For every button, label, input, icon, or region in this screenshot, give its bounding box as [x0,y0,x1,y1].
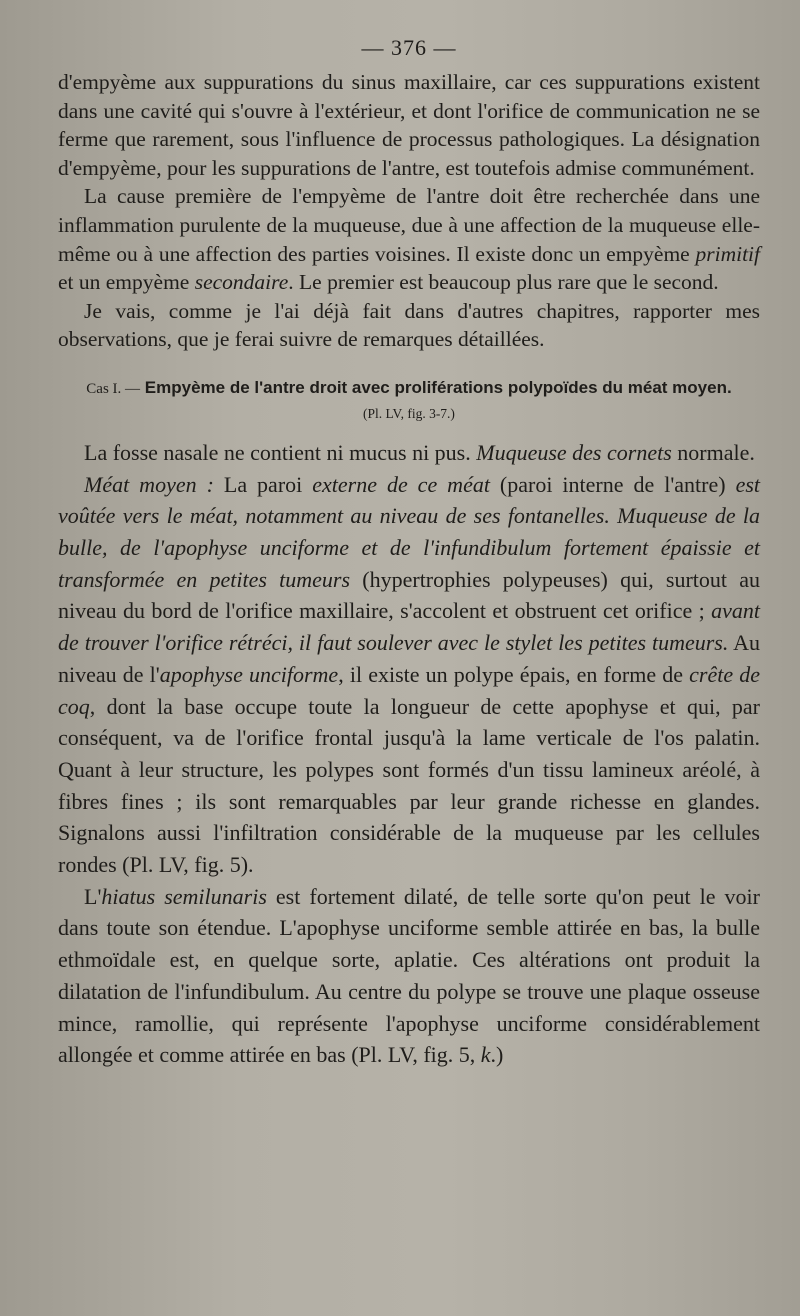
intro-p2-text-a: La cause première de l'empyème de l'antre doit être recherchée dans une inflammation purulente de la muqueuse, due à une affection de la muqueuse elle-même ou à une affection des parties voisines. Il existe donc un empyème [58,184,760,266]
body-paragraph-1 [58,437,760,469]
case-label: Cas I. — [86,380,141,397]
intro-p2-text-c: et un empyème [58,270,195,295]
body-p1-text-a: La fosse nasale ne contient ni mucus ni pus. [84,439,477,465]
intro-p2-text-e: . Le premier est beaucoup plus rare que le second. [288,270,719,295]
body-p2-meat-moyen: Méat moyen : [84,471,214,497]
body-p3-text-e: .) [490,1042,504,1068]
body-p3-text-a: L' [84,883,102,909]
body-p2-italic-k: crête de coq [58,661,761,719]
body-paragraph-2 [58,469,760,881]
book-page [58,28,760,1298]
body-p2-italic-g: avant de trouver l'orifice rétréci, il faut soulever avec le stylet les petites tumeurs. [58,598,760,656]
body-p3-italic-k: k [480,1042,491,1068]
body-p2-text-l: , dont la base occupe toute la longueur de cette apophyse et qui, par conséquent, va de l'orifice frontal jusqu'à la lame verticale de l'os palatin. Quant à leur structure, les polypes sont formés d'un tissu lamineux aréolé, à fibres fines ; ils sont remarquables par leur grande richesse en glandes. Signalons aussi l'infiltration considérable de la muqueuse par les cellules rondes (Pl. LV, fig. 5). [58,693,760,878]
intro-paragraph-2 [58,182,760,296]
case-plate-reference: (Pl. LV, fig. 3-7.) [363,405,455,421]
body-p1-text-c: normale. [671,439,755,465]
intro-p2-primitif: primitif [695,241,760,266]
case-title: Empyème de l'antre droit avec proliférations polypoïdes du méat moyen. [144,377,732,397]
body-p2-italic-i: apophyse unciforme [159,661,339,687]
intro-paragraph-3: Je vais, comme je l'ai déjà fait dans d'autres chapitres, rapporter mes observations, que je ferai suivre de remarques détaillées. [58,298,760,352]
body-p2-text-f: (hypertrophies polypeuses) qui, surtout au niveau du bord de l'orifice maxillaire, s'accolent et obstruent cet orifice ; [58,566,761,624]
body-p2-text-b: La paroi [213,471,313,497]
body-p2-italic-c: externe de ce méat [312,471,490,497]
case-heading [58,376,760,401]
body-p3-text-c: est fortement dilaté, de telle sorte qu'on peut le voir dans toute son étendue. L'apophyse unciforme semble attirée en bas, la bulle ethmoïdale est, en quelque sorte, aplatie. Ces altérations ont produit la dilatation de l'infundibulum. Au centre du polype se trouve une plaque osseuse mince, ramollie, qui représente l'apophyse unciforme considérablement allongée et comme attirée en bas (Pl. LV, fig. 5, [58,883,760,1068]
body-paragraph-3 [58,881,760,1071]
body-p2-text-j: , il existe un polype épais, en forme de [338,661,690,687]
body-p2-text-d: (paroi interne de l'antre) [489,471,736,497]
case-body [58,437,760,1071]
intro-paragraph-1: d'empyème aux suppurations du sinus maxillaire, car ces suppurations existent dans une cavité qui s'ouvre à l'extérieur, et dont l'orifice de communication ne se ferme que rarement, sous l'influence de processus pathologiques. La désignation d'empyème, pour les suppurations de l'antre, est toutefois admise communément. [58,70,760,180]
body-p3-hiatus: hiatus semilunaris [101,883,267,909]
body-p1-italic: Muqueuse des cornets [476,439,672,465]
page-number: — 376 — [361,35,457,60]
body-p2-text-h: Au niveau de l' [58,630,760,687]
intro-p2-secondaire: secondaire [194,270,289,295]
body-p2-italic-e: est voûtée vers le méat, notamment au niveau de ses fontanelles. Muqueuse de la bulle, de l'apophyse unciforme et de l'infundibulum fortement épaissie et transformée en petites tumeurs [58,471,761,592]
